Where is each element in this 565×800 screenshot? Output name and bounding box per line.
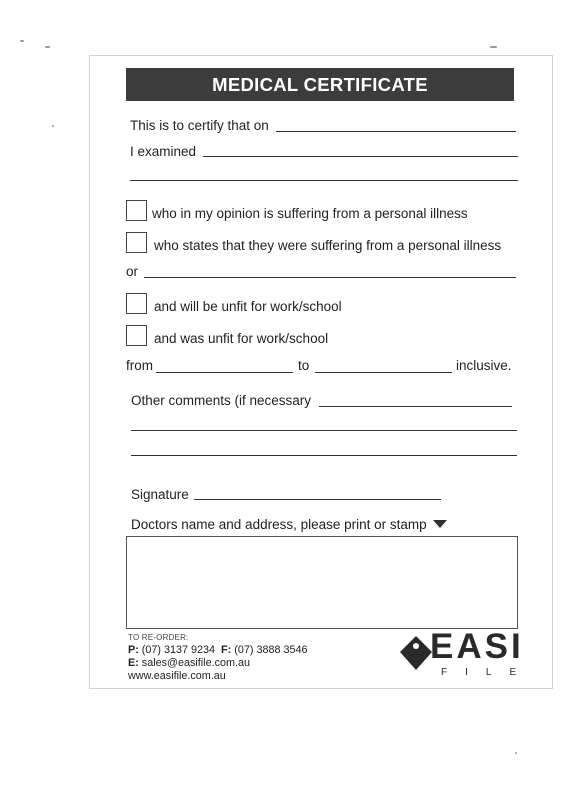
signature-line[interactable] [194, 499, 441, 500]
from-date-line[interactable] [156, 372, 293, 373]
patient-name-line[interactable] [203, 156, 518, 157]
to-label: to [298, 358, 310, 373]
certify-date-label: This is to certify that on [130, 118, 269, 133]
scan-speck [515, 752, 517, 754]
illness-stated-label: who states that they were suffering from a personal illness [154, 238, 502, 253]
email-line [128, 657, 250, 669]
inclusive-label: inclusive. [456, 358, 512, 373]
website-link[interactable]: www.easifile.com.au [128, 670, 226, 682]
phone-number: (07) 3137 9234 [141, 644, 216, 656]
easi-logo-sub: FILE [441, 667, 535, 678]
triangle-down-icon [433, 520, 447, 528]
easi-logo-word: EASI [430, 627, 524, 666]
signature-label: Signature [131, 487, 189, 502]
phone-prefix: P: [128, 644, 139, 656]
will-be-unfit-label: and will be unfit for work/school [154, 299, 342, 314]
other-reason-line[interactable] [144, 277, 516, 278]
email-address[interactable]: sales@easifile.com.au [141, 657, 250, 669]
reorder-label: TO RE-ORDER: [128, 633, 189, 642]
certificate-title: MEDICAL CERTIFICATE [126, 68, 514, 101]
was-unfit-checkbox[interactable] [126, 325, 147, 346]
scan-speck [52, 125, 54, 127]
was-unfit-label: and was unfit for work/school [154, 331, 329, 346]
fax-prefix: F: [221, 644, 232, 656]
fax-number: (07) 3888 3546 [234, 644, 308, 656]
to-date-line[interactable] [315, 372, 452, 373]
illness-opinion-checkbox[interactable] [126, 200, 147, 221]
doctor-details-label [131, 517, 447, 532]
scan-speck [45, 46, 50, 48]
or-label: or [126, 264, 139, 279]
comments-line-2[interactable] [131, 430, 517, 431]
illness-opinion-label: who in my opinion is suffering from a personal illness [152, 206, 468, 221]
comments-label: Other comments (if necessary [131, 393, 312, 408]
email-prefix: E: [128, 657, 139, 669]
comments-line-1[interactable] [319, 406, 512, 407]
certify-date-line[interactable] [276, 131, 516, 132]
doctor-stamp-box[interactable] [126, 536, 518, 629]
patient-name-line-2[interactable] [130, 180, 518, 181]
comments-line-3[interactable] [131, 455, 517, 456]
phone-fax-line [128, 644, 308, 656]
medical-certificate-card [89, 55, 553, 689]
will-be-unfit-checkbox[interactable] [126, 293, 147, 314]
scan-speck [490, 46, 497, 48]
scan-speck [20, 40, 24, 42]
from-label: from [126, 358, 153, 373]
illness-stated-checkbox[interactable] [126, 232, 147, 253]
examined-label: I examined [130, 144, 197, 159]
doctor-details-text: Doctors name and address, please print or stamp [131, 517, 427, 532]
